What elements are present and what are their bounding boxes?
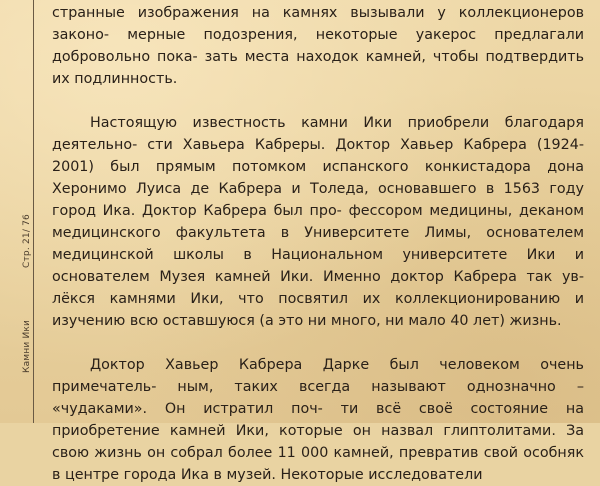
- text-line: свой особняк в центре города Ика в музей. Некоторые исследователи: [52, 445, 585, 483]
- text-line: Настоящую известность камни Ики приобрели благодаря деятельно-: [52, 115, 584, 153]
- page-number-label: Стр. 21/ 76: [22, 214, 32, 268]
- text-line: потомком испанского конкистадора дона Херонимо Луиса де Кабрера и: [52, 159, 584, 197]
- text-line: лёкся камнями Ики, что посвятил их коллекционированию и изучению: [52, 291, 584, 329]
- text-line: ным, таких всегда называют однозначно – «чудаками». Он истратил поч-: [52, 379, 584, 417]
- text-line: Доктор Хавьер Кабрера Дарке был человеком очень примечатель-: [52, 357, 584, 395]
- text-line: всю оставшуюся (а это ни много, ни мало 40 лет) жизнь.: [129, 313, 562, 329]
- text-line: странные изображения на камнях вызывали у коллекционеров законо-: [52, 5, 584, 43]
- text-line: Лимы, основателем медицинской школы в Национальном университете: [52, 225, 584, 263]
- text-line: зать места находок камней, чтобы подтвердить их подлинность.: [52, 49, 584, 87]
- paragraph-1: [52, 2, 584, 90]
- paragraph-2: [52, 112, 584, 332]
- text-line: Ики и основателем Музея камней Ики. Именно доктор Кабрера так ув-: [52, 247, 584, 285]
- text-line: сти Хавьера Кабреры. Доктор Хавьер Кабрера (1924-2001) был прямым: [52, 137, 584, 175]
- paragraph-3: [52, 354, 584, 486]
- body-text: [52, 2, 584, 486]
- margin-rule: [33, 0, 34, 423]
- text-line: ти всё своё состояние на приобретение камней Ики, которые он назвал: [52, 401, 585, 439]
- text-line: фессором медицины, деканом медицинского факультета в Университете: [52, 203, 585, 241]
- text-line: Толеда, основавшего в 1563 году город Ика. Доктор Кабрера был про-: [52, 181, 585, 219]
- paragraph-gap: [52, 332, 584, 354]
- paragraph-gap: [52, 90, 584, 112]
- text-line: мерные подозрения, некоторые уакерос предлагали добровольно пока-: [52, 27, 584, 65]
- text-line: глиптолитами. За свою жизнь он собрал более 11 000 камней, превратив: [52, 423, 584, 461]
- running-title: Камни Ики: [22, 319, 32, 373]
